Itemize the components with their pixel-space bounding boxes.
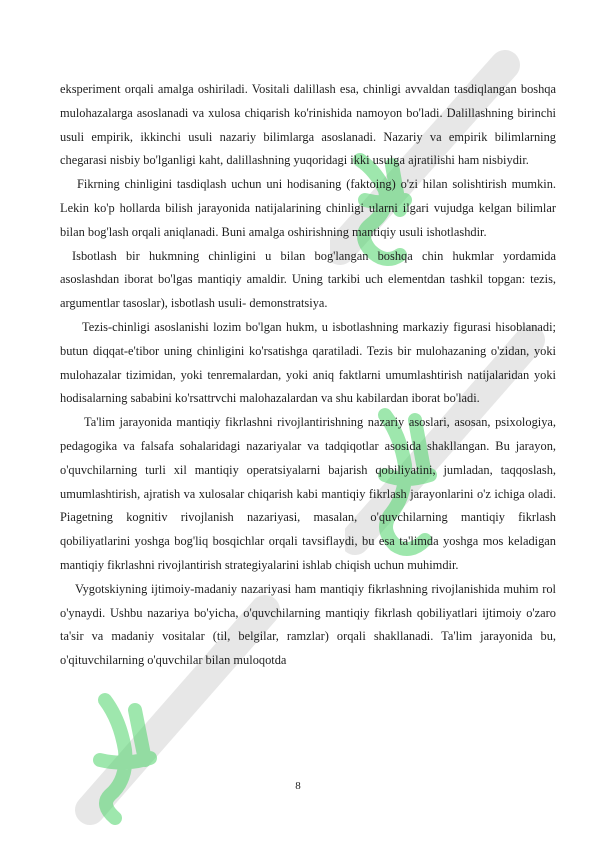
paragraph-2: Fikrning chinligini tasdiqlash uchun uni hodisaning (faktoing) o'zi hilan solishtirish mumkin. Lekin ko'p hollarda bilish jarayonida natijalarining chinligi ularni ilgari vujudga kelgan bilimlar bilan bog'lash orqali aniqlanadi. Buni amalga oshirishning mantiqiy usuli ishotlashdir. bbox=[60, 177, 556, 239]
paragraph-5: Ta'lim jarayonida mantiqiy fikrlashni rivojlantirishning nazariy asoslari, asosan, psixologiya, pedagogika va falsafa sohalaridagi nazariyalar va tadqiqotlar asosida shakllangan. Bu jarayon, o'quvchilarning turli xil mantiqiy operatsiyalarni bajarish qobiliyatini, jumladan, taqqoslash, umumlashtirish, ajratish va xulosalar chiqarish kabi mantiqiy fikrlash jarayonlarini o'z ichiga oladi. Piagetning kognitiv rivojlanish nazariyasi, masalan, o'quvchilarning mantiqiy fikrlash qobiliyatlarini yoshga bog'liq bosqichlar orqali tavsiflaydi, bu esa ta'limda yoshga mos keladigan mantiqiy fikrlashni rivojlantirish strategiyalarini ishlab chiqish uchun muhimdir. bbox=[60, 415, 556, 572]
page-number: 8 bbox=[295, 780, 301, 792]
paragraph-4: Tezis-chinligi asoslanishi lozim bo'lgan hukm, u isbotlashning markaziy figurasi hisoblanadi; butun diqqat-e'tibor uning chinligini ko'rsatishga qaratiladi. Tezis bir mulohazaning o'zidan, yoki mulohazalar tizimidan, yoki tenremalardan, yoki aniq faktlarni umumlashtirish natijalaridan yoki hodisalarning sababini ko'rsattrvchi malohazalardan va shu kabilardan iborat bo'ladi. bbox=[60, 319, 556, 406]
watermark-scrawl bbox=[100, 700, 150, 818]
body-text bbox=[60, 78, 556, 673]
paragraph-6: Vygotskiyning ijtimoiy-madaniy nazariyasi ham mantiqiy fikrlashning rivojlanishida muhim rol o'ynaydi. Ushbu nazariya bo'yicha, o'quvchilarning mantiqiy fikrlash qobiliyatlari ijtimoiy o'zaro ta'sir va madaniy vositalar (til, belgilar, ramzlar) orqali shakllanadi. Ta'lim jarayonida bu, o'qituvchilarning o'quvchilar bilan muloqotda bbox=[60, 581, 556, 668]
paragraph-1: eksperiment orqali amalga oshiriladi. Vositali dalillash esa, chinligi avvaldan tasdiqlangan boshqa mulohazalarga asoslanadi va xulosa chiqarish ko'rinishida namoyon bo'ladi. Dalillashning birinchi usuli empirik, ikkinchi usuli nazariy bilimlarga asoslanadi. Nazariy va empirik bilimlarning chegarasi nisbiy bo'lganligi kaht, dalillashning yuqoridagi ikki usulga ajratilishi ham nisbiydir. bbox=[60, 82, 556, 168]
paragraph-3: Isbotlash bir hukmning chinligini u bilan bog'langan boshqa chin hukmlar yordamida asoslashdan iborat bo'lgas mantiqiy amaldir. Uning tarkibi uch elementdan tashkil topgan: tezis, argumentlar tasoslar), isbotlash usuli- demonstratsiya. bbox=[60, 248, 556, 311]
